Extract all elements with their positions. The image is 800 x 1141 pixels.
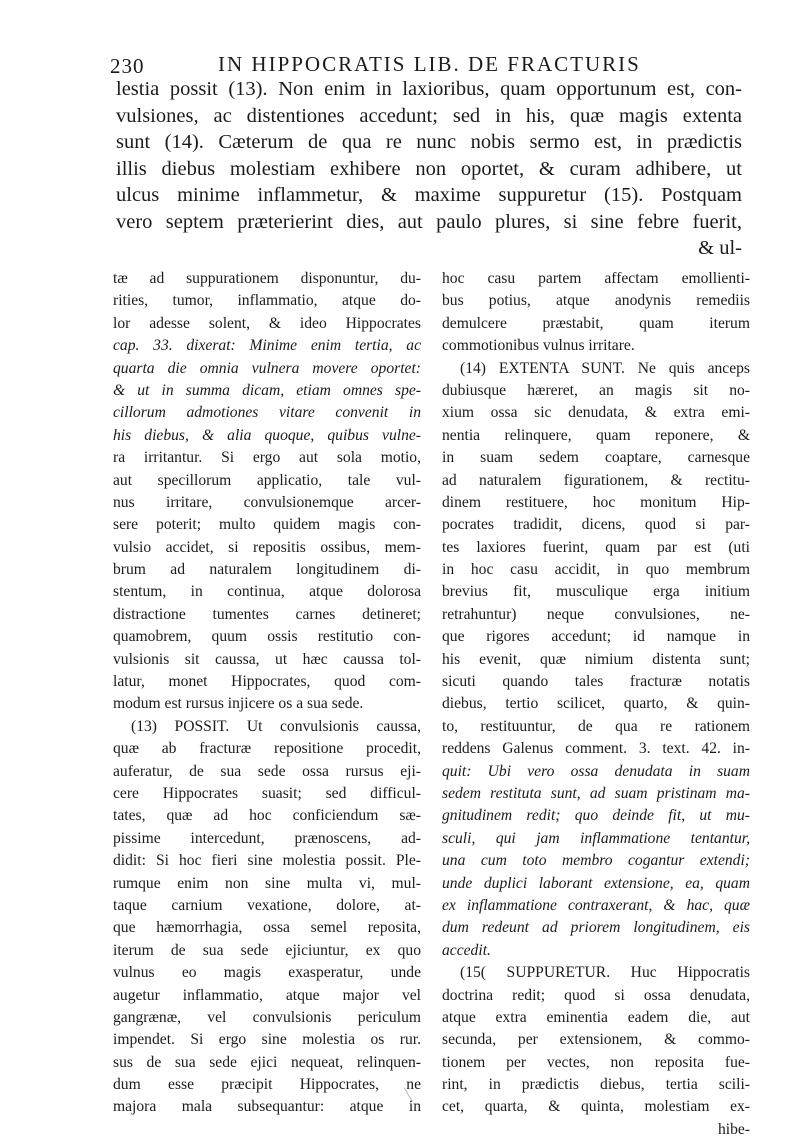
commentary-line: quit: Ubi vero ossa denudata in suam	[442, 762, 750, 780]
commentary-line: didit: Si hoc fieri sine molestia possit. Ple-	[113, 852, 421, 870]
commentary-line: dum redeunt ad priorem longitudinem, eis	[442, 919, 750, 937]
commentary-line: quamobrem, quum ossis restitutio con-	[113, 628, 421, 646]
main-text-block	[116, 76, 742, 262]
commentary-line: majora mala subsequantur: atque in	[113, 1098, 421, 1116]
commentary-line: dum esse præcipit Hippocrates, ne	[113, 1076, 421, 1094]
main-line: illis diebus molestiam exhibere non oportet, & curam adhibere, ut	[116, 157, 742, 180]
commentary-line: una cum toto membro cogantur extendi;	[442, 852, 750, 870]
commentary-line: (15( SUPPURETUR. Huc Hippocratis	[460, 964, 750, 982]
commentary-line: vulsionis sit caussa, ut hæc caussa tol-	[113, 650, 421, 668]
page-header	[110, 52, 770, 78]
commentary-line: commotionibus vulnus irritare.	[442, 337, 635, 355]
commentary-line: gangrænæ, vel convulsionis periculum	[113, 1008, 421, 1026]
commentary-line: demulcere præstabit, quam iterum	[442, 314, 750, 332]
commentary-line: & ut in summa dicam, etiam omnes spe-	[113, 381, 421, 399]
commentary-line: taque carnium vexatione, dolore, at-	[113, 896, 421, 914]
commentary-line: reddens Galenus comment. 3. text. 42. in-	[442, 740, 750, 758]
commentary-line: cere Hippocrates suasit; sed difficul-	[113, 784, 421, 802]
commentary-line: ra irritantur. Si ergo aut sola motio,	[113, 449, 421, 467]
commentary-line: tæ ad suppurationem disponuntur, du-	[113, 270, 421, 287]
commentary-line: tates, quæ ad hoc conficiendum sæ-	[113, 807, 421, 825]
catchword: & ul-	[698, 237, 742, 259]
commentary-line: nus irritare, convulsionemque arcer-	[113, 493, 421, 511]
commentary-line: tes laxiores fuerint, quam par est (uti	[442, 538, 750, 556]
commentary-line: his evenit, quæ nimium distenta sunt;	[442, 650, 750, 668]
commentary-line: vulsio accidet, si repositis ossibus, mem-	[113, 538, 421, 556]
commentary-line: cap. 33. dixerat: Minime enim tertia, ac	[113, 337, 421, 355]
commentary-line: sus de sua sede ejici nequeat, relinquen-	[113, 1053, 421, 1071]
commentary-left-column	[113, 268, 421, 1119]
commentary-line: distractione tumentes carnes detineret;	[113, 605, 421, 623]
commentary-line: cet, quarta, & quinta, molestiam ex-	[442, 1098, 750, 1116]
main-line: ulcus minime inflammetur, & maxime suppuretur (15). Postquam	[116, 184, 742, 206]
commentary-line: diebus, tertio scilicet, quarto, & quin-	[442, 695, 750, 713]
commentary-line: brevius fit, musculique erga initium	[442, 583, 750, 601]
page-number: 230	[110, 54, 145, 78]
running-title: IN HIPPOCRATIS LIB. DE FRACTURIS	[218, 52, 641, 76]
commentary-line: ex inflammatione contraxerant, & hac, quæ	[442, 896, 750, 914]
commentary-line: his diebus, & alia quoque, quibus vulne-	[113, 426, 421, 444]
commentary-line: hoc casu partem affectam emollienti-	[442, 270, 750, 287]
commentary-line: secunda, per extensionem, & commo-	[442, 1031, 750, 1049]
commentary-line: doctrina redit; quod si ossa denudata,	[442, 986, 750, 1004]
commentary-line: sere poterit; multo quidem magis con-	[113, 516, 421, 534]
commentary-line: bus potius, atque anodynis remediis	[442, 292, 750, 310]
commentary-line: sicuti quando tales fracturæ notatis	[442, 673, 750, 691]
commentary-line: latur, monet Hippocrates, quod com-	[113, 673, 421, 691]
commentary-line: pissime intercedunt, prænoscens, ad-	[113, 829, 421, 847]
commentary-line: in suam sedem coaptare, carnesque	[442, 449, 750, 467]
commentary-line: to, restituuntur, de qua re rationem	[442, 717, 750, 735]
commentary-line: quæ ab fracturæ repositione procedit,	[113, 740, 421, 758]
commentary-line: modum est rursus injicere os a sua sede.	[113, 695, 364, 713]
main-line: vero septem præterierint dies, aut paulo plures, si sine febre fuerit,	[116, 210, 742, 233]
commentary-line: rint, in prædictis diebus, tertia scili-	[442, 1076, 750, 1094]
main-line: vulsiones, ac distentiones accedunt; sed in his, quæ magis extenta	[116, 104, 742, 127]
main-line: sunt (14). Cæterum de qua re nunc nobis sermo est, in prædictis	[116, 131, 742, 153]
commentary-line: tionem per vectes, non reposita fue-	[442, 1053, 750, 1071]
commentary-line: rumque enim non sine multa vi, mul-	[113, 874, 421, 892]
commentary-line: que rigores accedunt; id namque in	[442, 628, 750, 646]
main-line: lestia possit (13). Non enim in laxioribus, quam opportunum est, con-	[116, 78, 742, 100]
commentary-line: sedem restituta sunt, ad suam pristinam ma-	[442, 784, 750, 802]
commentary-line: vulnus eo magis exasperatur, unde	[113, 964, 421, 982]
commentary-line: unde duplici laborant extensione, ea, quam	[442, 874, 750, 892]
commentary-line: accedit.	[442, 941, 491, 959]
commentary-line: pocrates tradidit, dicens, quod si par-	[442, 516, 750, 534]
commentary-line: atque extra eminentia eadem die, aut	[442, 1008, 750, 1026]
commentary-line: (14) EXTENTA SUNT. Ne quis anceps	[460, 359, 750, 377]
commentary-line: iterum de sua sede ejiciuntur, ex quo	[113, 941, 421, 959]
commentary-line: sculi, qui jam inflammatione tentantur,	[442, 829, 750, 847]
commentary-line: cillorum admotiones vitare convenit in	[113, 404, 421, 422]
commentary-line: dubiusque hæreret, an magis sit no-	[442, 381, 750, 399]
commentary-line: xium ossa sic denudata, & extra emi-	[442, 404, 750, 422]
commentary-line: brum ad naturalem longitudinem di-	[113, 561, 421, 579]
commentary-line: augetur inflammatio, atque major vel	[113, 986, 421, 1004]
commentary-line: auferatur, de sua sede ossa rursus eji-	[113, 762, 421, 780]
commentary-line: que hæmorrhagia, ossa semel reposita,	[113, 919, 421, 937]
commentary-line: stentum, in continua, atque dolorosa	[113, 583, 421, 601]
commentary-line: nentia relinquere, quam reponere, &	[442, 426, 750, 444]
catchword: hibe-	[717, 1120, 750, 1138]
commentary-line: ad naturalem figurationem, & rectitu-	[442, 471, 750, 489]
commentary-line: gnitudinem redit; quo deinde fit, ut mu-	[442, 807, 750, 825]
commentary-line: impendet. Si ergo sine molestia os rur.	[113, 1031, 421, 1049]
commentary-line: retrahuntur) neque convulsiones, ne-	[442, 605, 750, 623]
commentary-line: (13) POSSIT. Ut convulsionis caussa,	[131, 717, 421, 735]
commentary-line: dinem restituere, hoc monitum Hip-	[442, 493, 750, 511]
commentary-right-column	[442, 268, 750, 1141]
commentary-line: lor adesse solent, & ideo Hippocrates	[113, 314, 421, 332]
commentary-line: quarta die omnia vulnera movere oportet:	[113, 359, 421, 377]
commentary-line: aut specillorum applicatio, tale vul-	[113, 471, 421, 489]
commentary-line: rities, tumor, inflammatio, atque do-	[113, 292, 421, 310]
commentary-line: in hoc casu accidit, in quo membrum	[442, 561, 750, 579]
